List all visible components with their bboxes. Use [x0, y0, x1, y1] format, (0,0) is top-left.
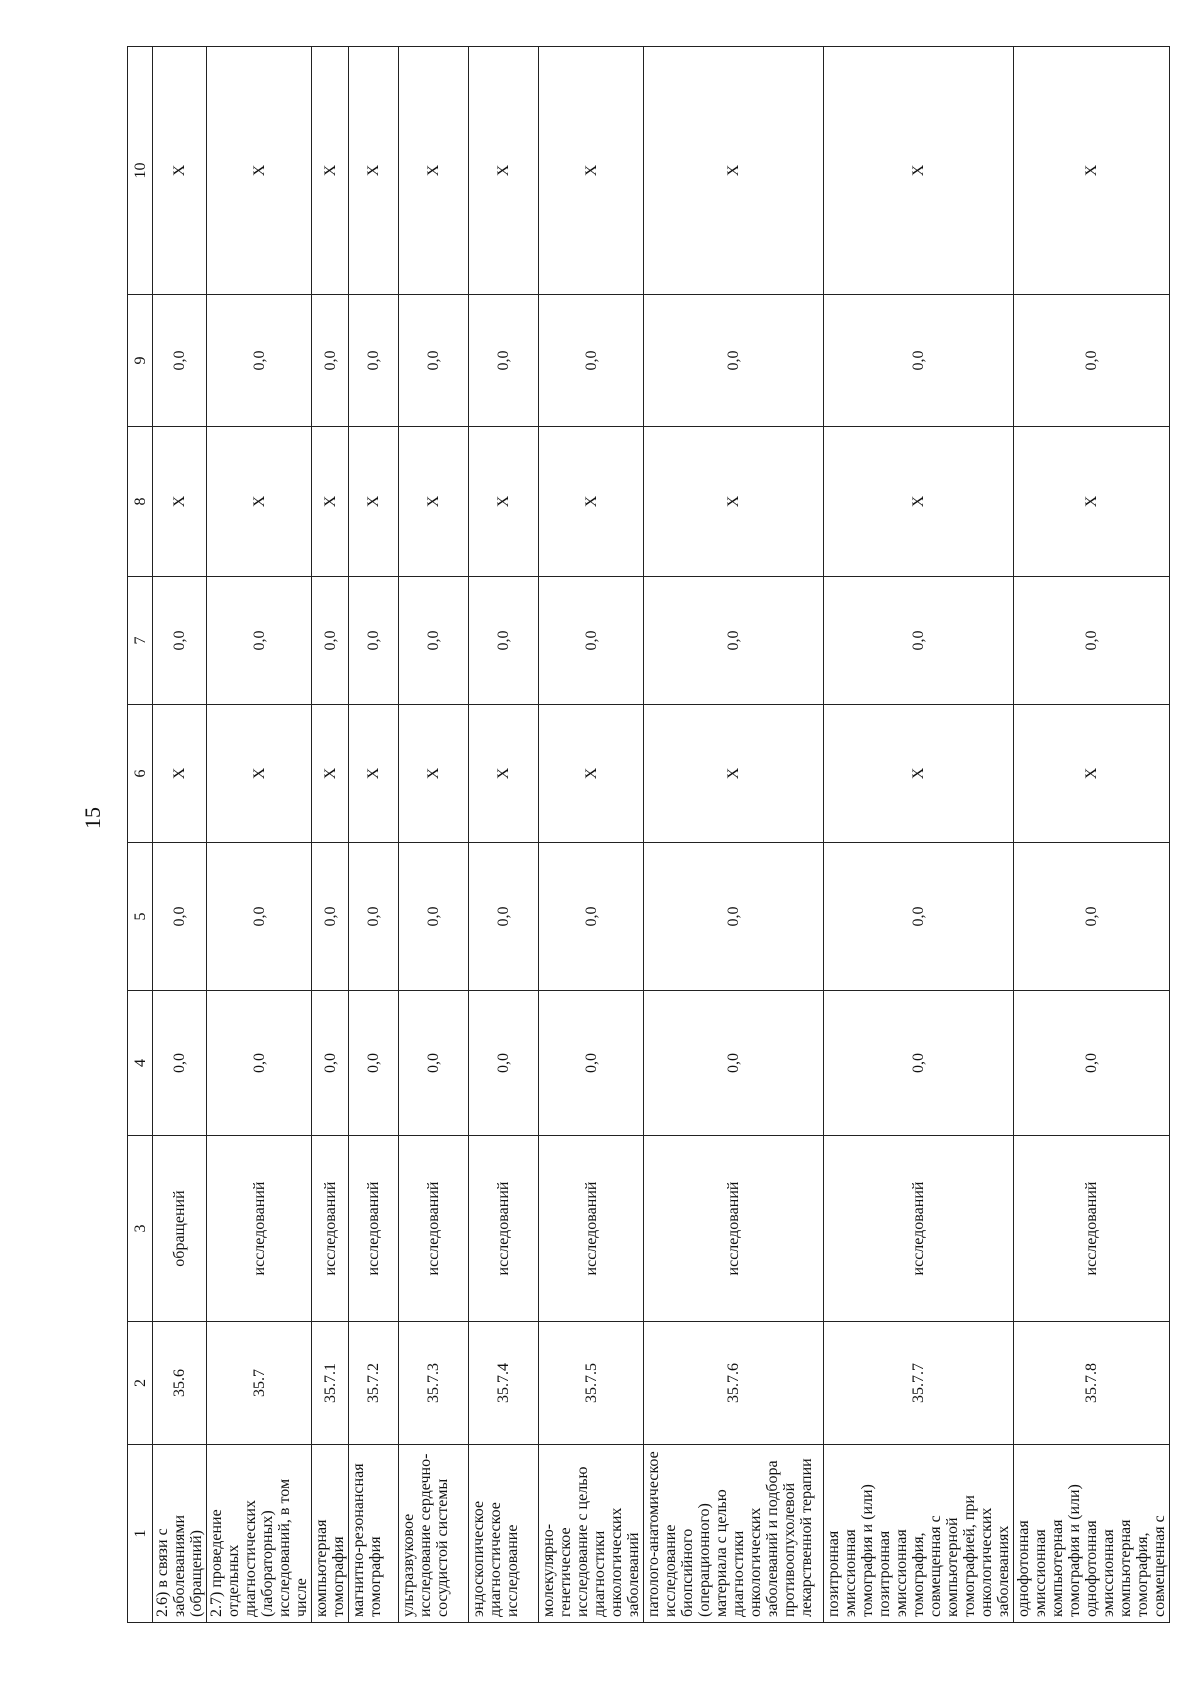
row-name: патолого-анатомическое исследование биопсийного (операционного) материала с целью диагностики онкологических заболеваний и подбора противоопухолевой лекарственной терапии: [644, 1445, 824, 1623]
cell-value: 0,0: [824, 991, 1014, 1136]
row-name: однофотонная эмиссионная компьютерная томография и (или) однофотонная эмиссионная компьютерная томография, совмещенная с: [1014, 1445, 1170, 1623]
row-unit: исследований: [644, 1136, 824, 1322]
cell-value: 0,0: [824, 843, 1014, 991]
cell-value: 0,0: [399, 991, 469, 1136]
cell-value: X: [644, 427, 824, 577]
cell-value: 0,0: [153, 843, 207, 991]
cell-value: X: [207, 47, 312, 295]
table-row: [539, 47, 644, 1623]
row-unit: исследований: [399, 1136, 469, 1322]
cell-value: X: [349, 427, 399, 577]
table-row: [824, 47, 1014, 1623]
cell-value: X: [824, 705, 1014, 843]
table-row: [399, 47, 469, 1623]
cell-value: 0,0: [153, 577, 207, 705]
cell-value: X: [539, 705, 644, 843]
cell-value: X: [469, 47, 539, 295]
cell-value: 0,0: [539, 843, 644, 991]
cell-value: 0,0: [207, 991, 312, 1136]
cell-value: 0,0: [399, 577, 469, 705]
cell-value: 0,0: [469, 577, 539, 705]
statistics-table: [127, 46, 1170, 1623]
row-unit: исследований: [207, 1136, 312, 1322]
cell-value: X: [349, 705, 399, 843]
row-code: 35.7.2: [349, 1322, 399, 1445]
row-code: 35.7.1: [312, 1322, 349, 1445]
cell-value: 0,0: [399, 295, 469, 427]
cell-value: 0,0: [824, 295, 1014, 427]
cell-value: X: [349, 47, 399, 295]
statistics-table-wrapper: [127, 47, 1168, 1623]
cell-value: 0,0: [207, 295, 312, 427]
cell-value: X: [539, 427, 644, 577]
cell-value: X: [207, 705, 312, 843]
cell-value: X: [207, 427, 312, 577]
cell-value: 0,0: [469, 991, 539, 1136]
cell-value: X: [539, 47, 644, 295]
cell-value: 0,0: [1014, 991, 1170, 1136]
table-row: [644, 47, 824, 1623]
table-row: [153, 47, 207, 1623]
row-unit: обращений: [153, 1136, 207, 1322]
column-header: 7: [128, 577, 153, 705]
cell-value: 0,0: [312, 295, 349, 427]
table-row: [207, 47, 312, 1623]
row-unit: исследований: [312, 1136, 349, 1322]
column-header: 5: [128, 843, 153, 991]
cell-value: 0,0: [312, 577, 349, 705]
cell-value: 0,0: [644, 991, 824, 1136]
cell-value: X: [1014, 427, 1170, 577]
cell-value: X: [312, 47, 349, 295]
cell-value: X: [153, 427, 207, 577]
cell-value: X: [644, 705, 824, 843]
cell-value: 0,0: [1014, 577, 1170, 705]
cell-value: X: [1014, 47, 1170, 295]
cell-value: 0,0: [153, 991, 207, 1136]
table-row: [349, 47, 399, 1623]
cell-value: 0,0: [469, 843, 539, 991]
row-name: эндоскопическое диагностическое исследование: [469, 1445, 539, 1623]
cell-value: X: [312, 705, 349, 843]
page-number: 15: [80, 807, 105, 829]
column-header: 6: [128, 705, 153, 843]
row-code: 35.7.3: [399, 1322, 469, 1445]
table-row: [312, 47, 349, 1623]
cell-value: X: [824, 47, 1014, 295]
cell-value: 0,0: [539, 577, 644, 705]
cell-value: 0,0: [644, 295, 824, 427]
row-unit: исследований: [469, 1136, 539, 1322]
cell-value: X: [399, 47, 469, 295]
row-code: 35.7.6: [644, 1322, 824, 1445]
cell-value: 0,0: [312, 843, 349, 991]
cell-value: 0,0: [349, 295, 399, 427]
row-unit: исследований: [1014, 1136, 1170, 1322]
cell-value: X: [399, 427, 469, 577]
column-header: 10: [128, 47, 153, 295]
cell-value: 0,0: [644, 843, 824, 991]
column-header: 2: [128, 1322, 153, 1445]
cell-value: X: [312, 427, 349, 577]
row-code: 35.7.4: [469, 1322, 539, 1445]
row-code: 35.7.7: [824, 1322, 1014, 1445]
table-row: [1014, 47, 1170, 1623]
cell-value: 0,0: [207, 577, 312, 705]
row-unit: исследований: [539, 1136, 644, 1322]
cell-value: 0,0: [644, 577, 824, 705]
column-header: 1: [128, 1445, 153, 1623]
cell-value: 0,0: [399, 843, 469, 991]
cell-value: 0,0: [1014, 843, 1170, 991]
cell-value: X: [153, 705, 207, 843]
column-header: 3: [128, 1136, 153, 1322]
column-header: 8: [128, 427, 153, 577]
cell-value: X: [153, 47, 207, 295]
row-code: 35.6: [153, 1322, 207, 1445]
cell-value: 0,0: [469, 295, 539, 427]
cell-value: X: [469, 427, 539, 577]
cell-value: X: [469, 705, 539, 843]
row-name: молекулярно-генетическое исследование с целью диагностики онкологических заболеваний: [539, 1445, 644, 1623]
row-name: позитронная эмиссионная томография и (или) позитронная эмиссионная томография, совмещенная с компьютерной томографией, при онкологических заболеваниях: [824, 1445, 1014, 1623]
column-header: 4: [128, 991, 153, 1136]
cell-value: 0,0: [1014, 295, 1170, 427]
cell-value: X: [399, 705, 469, 843]
cell-value: 0,0: [153, 295, 207, 427]
row-name: компьютерная томография: [312, 1445, 349, 1623]
cell-value: X: [824, 427, 1014, 577]
cell-value: 0,0: [349, 991, 399, 1136]
cell-value: 0,0: [312, 991, 349, 1136]
row-code: 35.7.5: [539, 1322, 644, 1445]
row-name: 2.6) в связи с заболеваниями (обращений): [153, 1445, 207, 1623]
row-code: 35.7.8: [1014, 1322, 1170, 1445]
cell-value: 0,0: [824, 577, 1014, 705]
column-header: 9: [128, 295, 153, 427]
cell-value: 0,0: [539, 295, 644, 427]
row-name: ультразвуковое исследование сердечно-сосудистой системы: [399, 1445, 469, 1623]
cell-value: X: [1014, 705, 1170, 843]
row-name: 2.7) проведение отдельных диагностических (лабораторных) исследований, в том числе: [207, 1445, 312, 1623]
row-name: магнитно-резонансная томография: [349, 1445, 399, 1623]
row-code: 35.7: [207, 1322, 312, 1445]
cell-value: 0,0: [539, 991, 644, 1136]
cell-value: 0,0: [349, 843, 399, 991]
cell-value: 0,0: [207, 843, 312, 991]
row-unit: исследований: [349, 1136, 399, 1322]
cell-value: 0,0: [349, 577, 399, 705]
column-number-row: [128, 47, 153, 1623]
cell-value: X: [644, 47, 824, 295]
row-unit: исследований: [824, 1136, 1014, 1322]
table-row: [469, 47, 539, 1623]
